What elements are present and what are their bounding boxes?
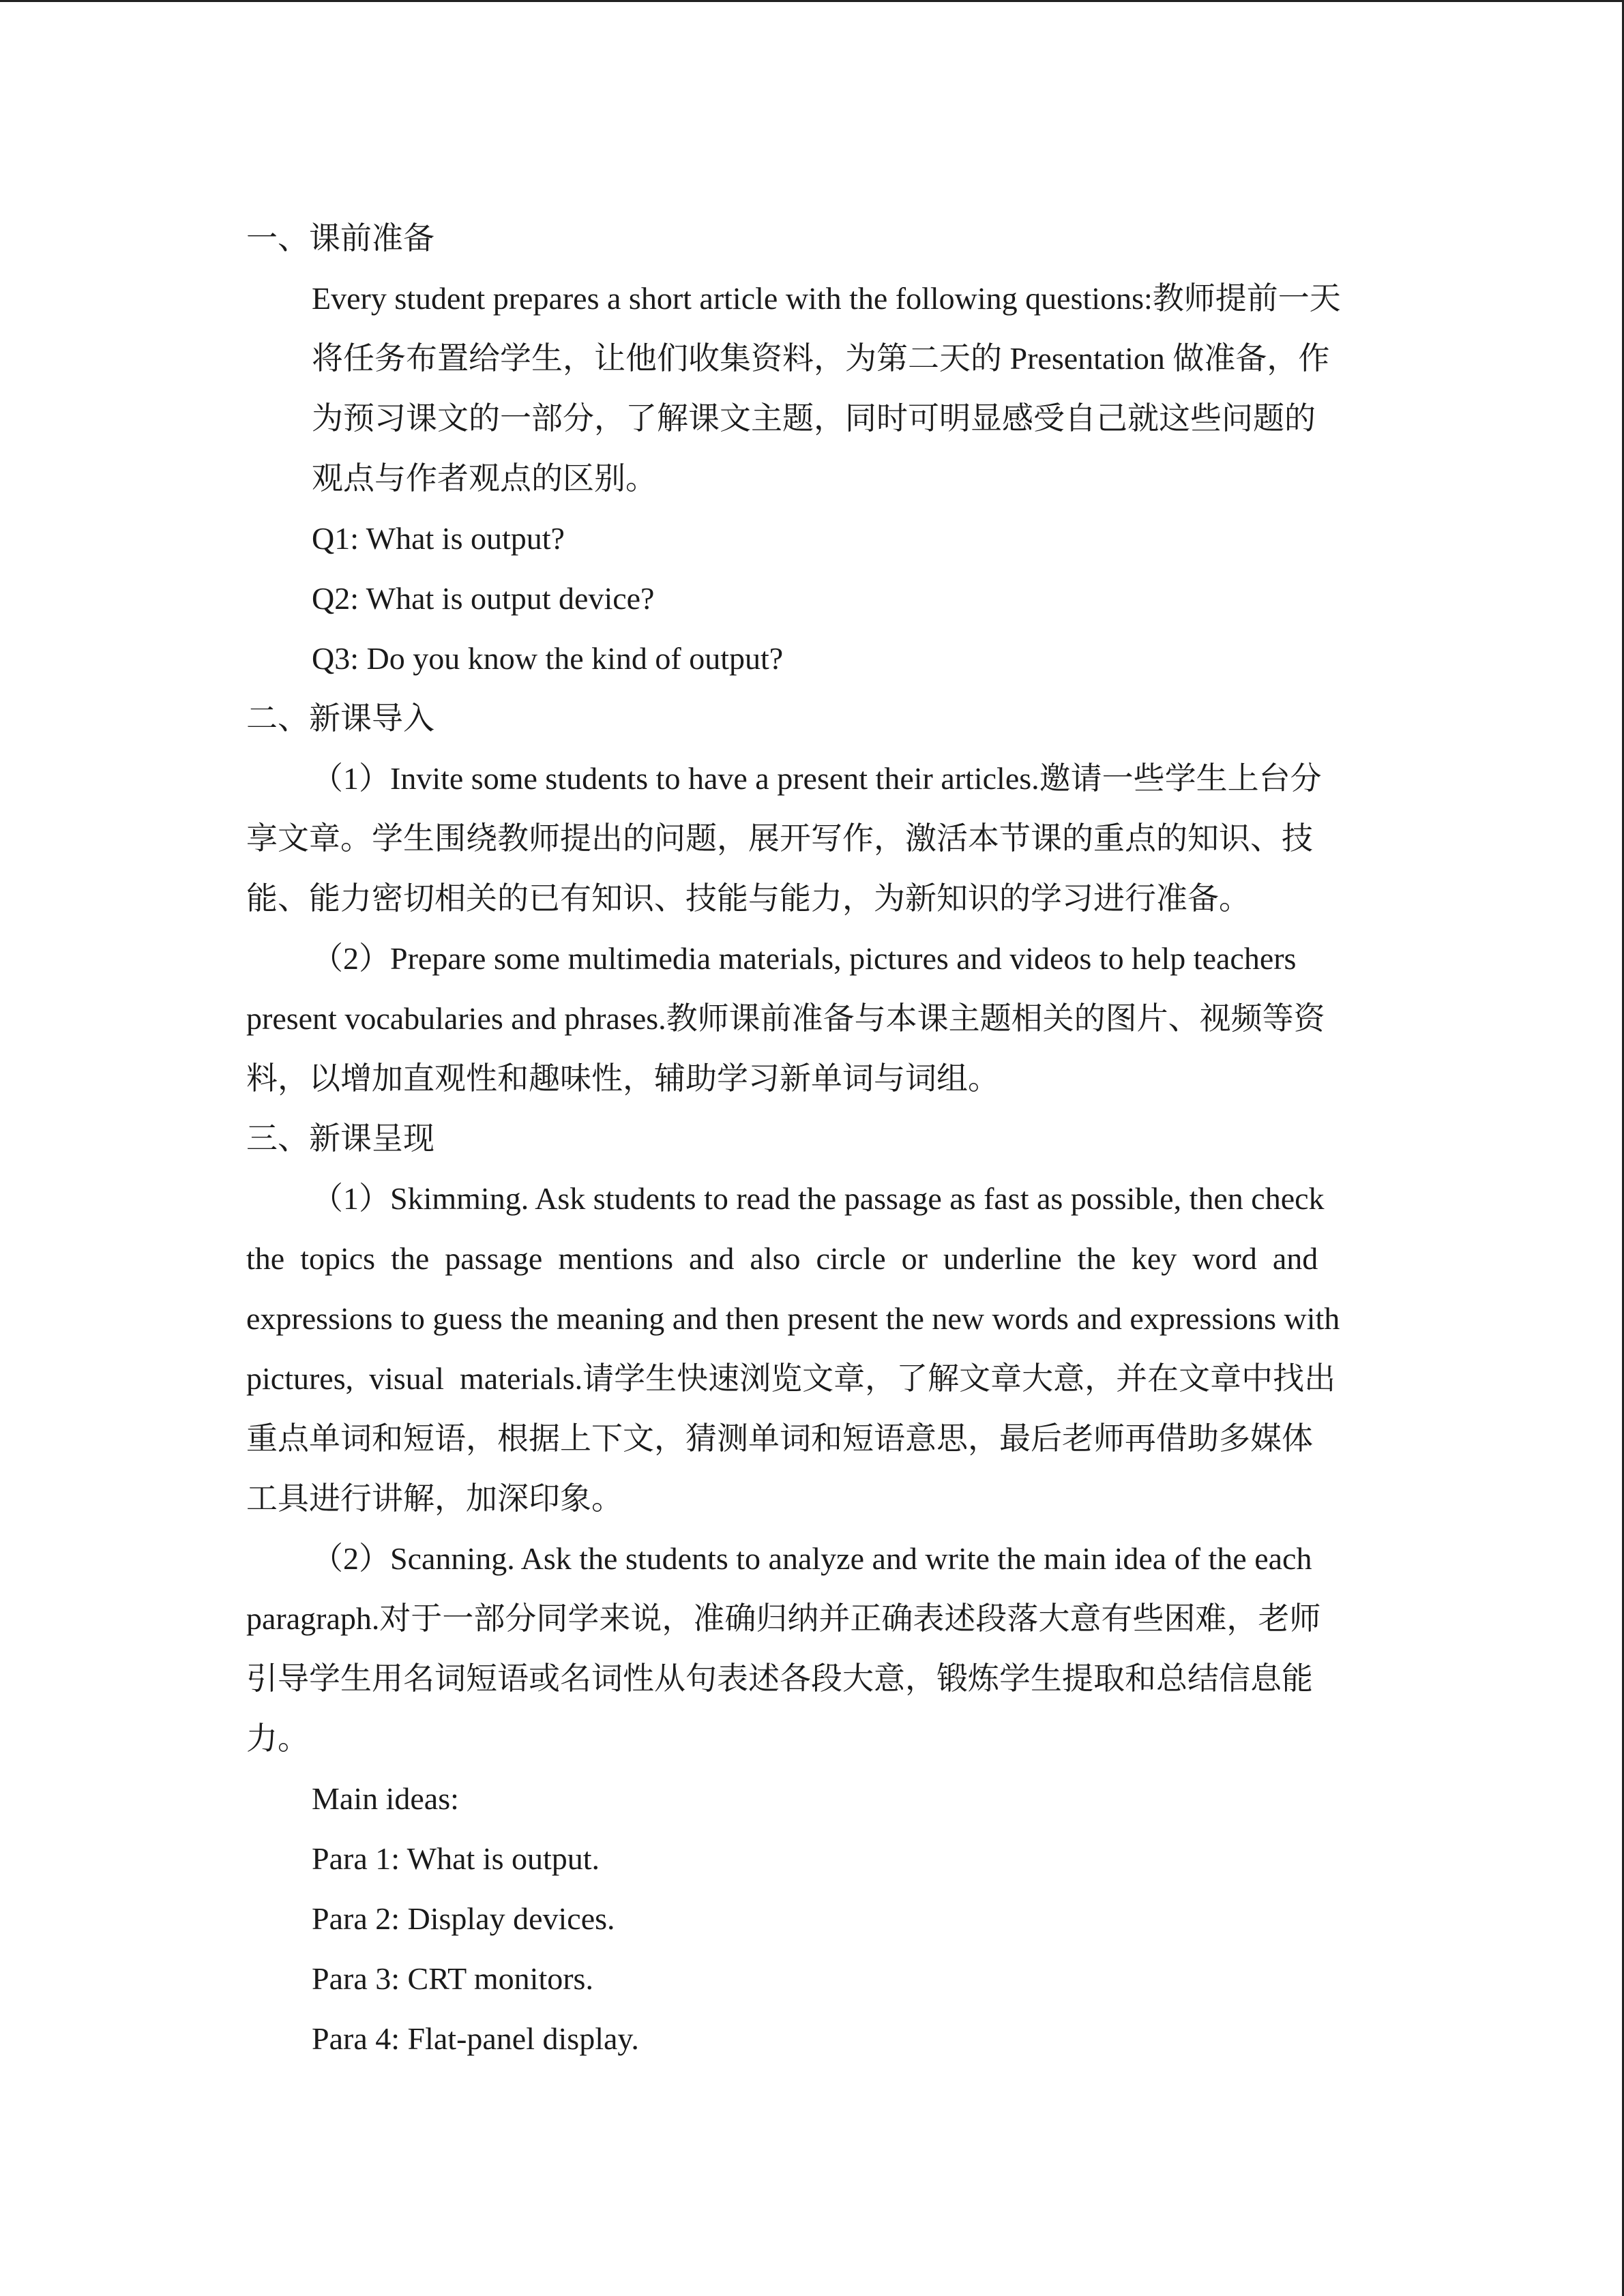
main-ideas-list	[246, 1769, 1378, 2069]
section-3-paragraph-1	[246, 1169, 1378, 1529]
main-idea-item: Para 4: Flat-panel display.	[312, 2021, 639, 2056]
section-heading-2: 二、新课导入	[246, 701, 434, 736]
section-2-paragraph-2	[246, 929, 1378, 1109]
body-line: 重点单词和短语，根据上下文，猜测单词和短语意思，最后老师再借助多媒体	[246, 1421, 1313, 1456]
body-line: paragraph.对于一部分同学来说，准确归纳并正确表述段落大意有些困难，老师	[246, 1601, 1321, 1636]
body-line: 享文章。学生围绕教师提出的问题，展开写作，激活本节课的重点的知识、技	[246, 821, 1313, 856]
body-line: 力。	[246, 1721, 309, 1756]
question-list	[246, 509, 1378, 689]
body-line: 工具进行讲解，加深印象。	[246, 1481, 623, 1516]
section-heading-3: 三、新课呈现	[246, 1121, 434, 1156]
body-line: 引导学生用名词短语或名词性从句表述各段大意，锻炼学生提取和总结信息能	[246, 1661, 1313, 1696]
question-item: Q3: Do you know the kind of output?	[312, 641, 784, 676]
section-1-body	[246, 269, 1378, 509]
body-line: 为预习课文的一部分，了解课文主题，同时可明显感受自己就这些问题的	[312, 401, 1316, 436]
document-body	[246, 209, 1378, 2069]
body-line: （1）Skimming. Ask students to read the passage as fast as possible, then check	[312, 1181, 1325, 1216]
main-idea-item: Para 2: Display devices.	[312, 1901, 615, 1936]
body-line: pictures, visual materials.请学生快速浏览文章，了解文章大意，并在文章中找出	[246, 1361, 1336, 1396]
section-3-paragraph-2	[246, 1529, 1378, 1769]
section-heading-1: 一、课前准备	[246, 221, 434, 256]
body-line: （2）Scanning. Ask the students to analyze and write the main idea of the each	[312, 1541, 1312, 1576]
question-item: Q1: What is output?	[312, 521, 565, 556]
main-ideas-heading: Main ideas:	[312, 1781, 459, 1816]
main-idea-item: Para 3: CRT monitors.	[312, 1961, 593, 1996]
body-line: Every student prepares a short article with the following questions:教师提前一天	[312, 281, 1341, 316]
section-2-paragraph-1	[246, 749, 1378, 929]
body-line: expressions to guess the meaning and then present the new words and expressions with	[246, 1301, 1340, 1336]
body-line: 能、能力密切相关的已有知识、技能与能力，为新知识的学习进行准备。	[246, 881, 1250, 916]
main-idea-item: Para 1: What is output.	[312, 1841, 600, 1876]
question-item: Q2: What is output device?	[312, 581, 655, 616]
body-line: （2）Prepare some multimedia materials, pictures and videos to help teachers	[312, 941, 1297, 976]
body-line: （1）Invite some students to have a present their articles.邀请一些学生上台分	[312, 761, 1322, 796]
body-line: present vocabularies and phrases.教师课前准备与本课主题相关的图片、视频等资	[246, 1001, 1325, 1036]
body-line: the topics the passage mentions and also circle or underline the key word and	[246, 1241, 1318, 1276]
body-line: 料，以增加直观性和趣味性，辅助学习新单词与词组。	[246, 1061, 999, 1096]
body-line: 将任务布置给学生，让他们收集资料，为第二天的 Presentation 做准备，作	[312, 341, 1330, 376]
top-border-rule	[0, 0, 1624, 2]
body-line: 观点与作者观点的区别。	[312, 461, 657, 496]
